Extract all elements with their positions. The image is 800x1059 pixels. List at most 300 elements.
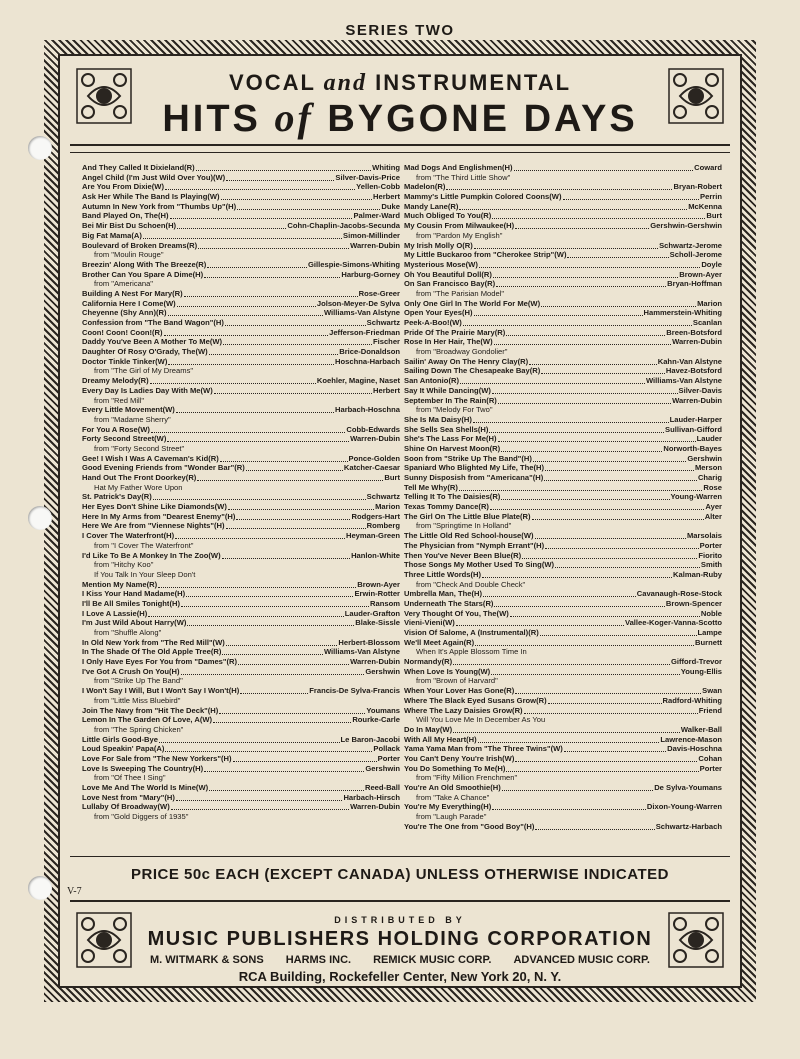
list-item bbox=[82, 260, 400, 270]
leader-dots bbox=[532, 512, 704, 520]
list-item bbox=[404, 463, 722, 473]
list-item bbox=[82, 173, 400, 183]
leader-dots bbox=[209, 783, 364, 791]
publisher-key: (R) bbox=[480, 211, 492, 221]
song-title: Rose In Her Hair, The bbox=[404, 337, 481, 347]
song-title: Here We Are from "Viennese Nights" bbox=[82, 521, 214, 531]
writer-credit: Fiorito bbox=[698, 550, 722, 560]
song-title: I'll Be All Smiles Tonight bbox=[82, 598, 170, 608]
show-note: from "Broadway Gondolier" bbox=[416, 347, 508, 357]
writer-credit: Ayer bbox=[705, 502, 722, 512]
writer-credit: Lauder bbox=[696, 434, 722, 444]
publisher-key: (H) bbox=[169, 598, 181, 608]
list-item bbox=[404, 386, 722, 396]
song-title: Open Your Eyes bbox=[404, 308, 462, 318]
list-item bbox=[82, 241, 400, 251]
song-title: Daughter Of Rosy O'Grady, The bbox=[82, 347, 196, 357]
list-item bbox=[404, 764, 722, 774]
show-note: When It's Apple Blossom Time In bbox=[416, 647, 527, 657]
leader-dots bbox=[151, 425, 345, 433]
song-title: Here In My Arms from "Dearest Enemy" bbox=[82, 511, 225, 521]
publisher-key: (W) bbox=[212, 172, 226, 182]
leader-dots bbox=[171, 802, 349, 810]
show-note: If You Talk In Your Sleep Don't bbox=[94, 569, 196, 579]
list-item bbox=[82, 657, 400, 667]
writer-credit: Young-Ellis bbox=[680, 666, 722, 676]
writer-credit: Hoschna-Harbach bbox=[335, 356, 400, 366]
publisher-key: (W) bbox=[439, 724, 453, 734]
publisher-key: (R) bbox=[195, 259, 207, 269]
leader-dots bbox=[223, 337, 372, 345]
song-title: She Sells Sea Shells bbox=[404, 424, 478, 434]
publisher-key: (R) bbox=[185, 473, 197, 482]
writer-credit: Gershwin bbox=[365, 763, 400, 773]
writer-credit: Silver-Davis-Price bbox=[335, 172, 400, 182]
song-title: Pride Of The Prairie Mary bbox=[404, 327, 495, 337]
publisher-key: (H) bbox=[192, 763, 204, 773]
song-title: Love Is Sweeping The Country bbox=[82, 763, 193, 773]
leader-dots bbox=[177, 221, 286, 229]
list-item bbox=[82, 308, 400, 318]
leader-dots bbox=[222, 647, 323, 655]
list-item bbox=[404, 415, 722, 425]
list-item bbox=[82, 521, 400, 531]
list-item bbox=[82, 182, 400, 192]
leader-dots bbox=[502, 783, 653, 791]
song-title: Peek-A-Boo! bbox=[404, 318, 450, 327]
song-title: Autumn In New York from "Thumbs Up" bbox=[82, 201, 226, 211]
leader-dots bbox=[226, 521, 366, 529]
leader-dots bbox=[555, 560, 700, 568]
leader-dots bbox=[226, 638, 338, 646]
publisher-key: (W) bbox=[195, 347, 208, 357]
song-title: And They Called It Dixieland bbox=[82, 163, 185, 172]
writer-credit: Schwartz bbox=[366, 318, 400, 327]
list-item bbox=[82, 211, 400, 221]
writer-credit: Young-Warren bbox=[670, 492, 722, 502]
song-title: Then You've Never Been Blue bbox=[404, 550, 511, 560]
leader-dots bbox=[514, 163, 694, 171]
list-item bbox=[404, 725, 722, 735]
address: RCA Building, Rockefeller Center, New York 20, N. Y. bbox=[238, 969, 562, 984]
writer-credit: Williams-Van Alstyne bbox=[323, 647, 400, 657]
list-item bbox=[82, 754, 400, 764]
writer-credit: Marsolais bbox=[686, 531, 722, 541]
publisher-key: (A) bbox=[153, 744, 165, 754]
footer-rule bbox=[70, 856, 730, 857]
leader-dots bbox=[176, 793, 343, 801]
writer-credit: Gershwin-Gershwin bbox=[650, 221, 722, 231]
publisher-key: (A) bbox=[131, 230, 142, 240]
song-column-left bbox=[82, 163, 400, 822]
leader-dots bbox=[515, 754, 697, 762]
list-item bbox=[82, 231, 400, 241]
leader-dots bbox=[233, 754, 377, 762]
song-title: Doctor Tinkle Tinker bbox=[82, 356, 156, 366]
song-title: On San Francisco Bay bbox=[404, 279, 485, 289]
leader-dots bbox=[170, 211, 353, 219]
show-note: from "Red Mill" bbox=[94, 395, 145, 405]
publisher-key: (W) bbox=[154, 434, 167, 444]
list-item bbox=[404, 376, 722, 386]
list-item bbox=[82, 473, 400, 483]
publisher-key: (W) bbox=[442, 618, 455, 628]
song-title: Lemon In The Garden Of Love, A bbox=[82, 715, 200, 725]
publisher-key: (R) bbox=[448, 376, 459, 386]
publisher-key: (W) bbox=[527, 298, 541, 308]
writer-credit: Sullivan-Gifford bbox=[665, 424, 722, 434]
leader-dots bbox=[165, 182, 355, 190]
leader-dots bbox=[501, 492, 669, 500]
publisher-key: (H) bbox=[490, 783, 501, 792]
list-item bbox=[82, 192, 400, 202]
writer-credit: Kahn-Van Alstyne bbox=[657, 356, 722, 366]
song-title: I Love A Lassie bbox=[82, 608, 137, 618]
punch-hole bbox=[28, 876, 52, 900]
writer-credit: Warren-Dubin bbox=[672, 337, 722, 347]
publisher-key: (H) bbox=[461, 308, 473, 318]
publisher-key: (W) bbox=[465, 259, 478, 269]
song-title: Breezin' Along With The Breeze bbox=[82, 259, 196, 269]
song-title: I'd Like To Be A Monkey In The Zoo bbox=[82, 550, 209, 560]
writer-credit: Katcher-Caesar bbox=[343, 463, 400, 473]
list-item bbox=[404, 270, 722, 280]
song-title: Say It While Dancing bbox=[404, 385, 479, 395]
song-title: California Here I Come bbox=[82, 298, 164, 308]
leader-dots bbox=[159, 735, 340, 743]
leader-dots bbox=[563, 192, 700, 200]
leader-dots bbox=[548, 696, 662, 704]
header-rule bbox=[70, 144, 730, 146]
list-item bbox=[404, 250, 722, 260]
list-item bbox=[404, 473, 722, 483]
list-item bbox=[404, 425, 722, 435]
show-note: from "Little Miss Bluebird" bbox=[94, 695, 181, 705]
writer-credit: Noble bbox=[700, 608, 722, 618]
writer-credit: Porter bbox=[699, 540, 722, 550]
song-title: Texas Tommy Dance bbox=[404, 502, 479, 512]
heading-subtitle-and: and bbox=[323, 70, 368, 96]
publisher-key: (R) bbox=[141, 492, 152, 502]
writer-credit: Hammerstein-Whiting bbox=[643, 308, 722, 318]
publisher-key: (H) bbox=[169, 666, 180, 676]
publisher-key: (H) bbox=[471, 589, 483, 599]
writer-credit: Rodgers-Hart bbox=[351, 511, 400, 521]
song-title: San Antonio bbox=[404, 376, 449, 386]
writer-credit: Dixon-Young-Warren bbox=[646, 802, 722, 812]
publisher-key: (W) bbox=[174, 618, 187, 628]
leader-dots bbox=[492, 211, 705, 219]
publisher-key: (W) bbox=[151, 182, 165, 192]
song-title: Sailing Down The Chesapeake Bay bbox=[404, 366, 530, 376]
list-item bbox=[82, 735, 400, 745]
show-note: from "Hitchy Koo" bbox=[94, 560, 154, 570]
song-title: When Love Is Young bbox=[404, 666, 478, 676]
leader-dots bbox=[474, 308, 643, 316]
list-item bbox=[404, 822, 722, 832]
writer-credit: Smith bbox=[700, 560, 722, 570]
song-title: Those Songs My Mother Used To Sing bbox=[404, 560, 542, 570]
list-item bbox=[82, 463, 400, 473]
list-item bbox=[82, 386, 400, 396]
leader-dots bbox=[164, 328, 329, 336]
song-title: Join The Navy from "Hit The Deck" bbox=[82, 705, 208, 715]
show-note: from "The Girl of My Dreams" bbox=[94, 366, 194, 376]
writer-credit: Francis-De Sylva-Francis bbox=[309, 686, 400, 696]
song-title: The Physician from "Nymph Errant" bbox=[404, 540, 534, 550]
list-item bbox=[404, 241, 722, 251]
song-title: Only One Girl In The World For Me bbox=[404, 298, 528, 308]
song-title: Forty Second Street bbox=[82, 434, 155, 444]
leader-dots bbox=[150, 376, 316, 384]
leader-dots bbox=[473, 415, 669, 423]
writer-credit: Perrin bbox=[700, 192, 722, 202]
writer-credit: Schwartz-Harbach bbox=[655, 821, 722, 831]
writer-credit: Yellen-Cobb bbox=[356, 182, 400, 192]
song-title: With All My Heart bbox=[404, 734, 467, 744]
leader-dots bbox=[459, 483, 703, 491]
writer-credit: Brice-Donaldson bbox=[339, 347, 400, 357]
writer-credit: Whiting bbox=[372, 163, 400, 172]
leader-dots bbox=[483, 589, 636, 597]
leader-dots bbox=[219, 706, 365, 714]
leader-dots bbox=[220, 454, 348, 462]
publisher-key: (H) bbox=[486, 434, 497, 444]
publisher-key: (R) bbox=[434, 182, 446, 192]
song-title: Angel Child (I'm Just Wild Over You) bbox=[82, 172, 213, 182]
list-item bbox=[404, 686, 722, 696]
writer-credit: Rose bbox=[703, 482, 722, 492]
writer-credit: Porter bbox=[699, 763, 722, 773]
song-title: The Little Old Red School-house bbox=[404, 531, 522, 541]
list-item bbox=[82, 502, 400, 512]
publisher-key: (H) bbox=[174, 589, 186, 599]
leader-dots bbox=[148, 609, 343, 617]
list-item bbox=[82, 405, 400, 415]
list-item bbox=[404, 492, 722, 502]
song-title: Do In May bbox=[404, 724, 440, 734]
list-item bbox=[404, 211, 722, 221]
list-item bbox=[404, 328, 722, 338]
catalog-code: V-7 bbox=[67, 886, 82, 897]
publisher-key: (W) bbox=[200, 385, 213, 395]
song-title: Yama Yama Man from "The Three Twins" bbox=[404, 744, 551, 754]
show-note: from "Forty Second Street" bbox=[94, 443, 185, 453]
list-item bbox=[404, 735, 722, 745]
list-item bbox=[82, 357, 400, 367]
song-title: Brother Can You Spare A Dime bbox=[82, 269, 193, 279]
leader-dots bbox=[213, 715, 351, 723]
publisher-key: (R) bbox=[484, 279, 496, 289]
writer-credit: Walker-Ball bbox=[680, 724, 722, 734]
song-title: Confession from "The Band Wagon" bbox=[82, 318, 214, 327]
publisher-key: (R) bbox=[489, 443, 501, 453]
show-note: from "Strike Up The Band" bbox=[94, 676, 183, 686]
leader-dots bbox=[176, 405, 334, 413]
list-item bbox=[82, 454, 400, 464]
song-title: Big Fat Mama bbox=[82, 230, 132, 240]
list-item bbox=[82, 599, 400, 609]
leader-dots bbox=[226, 173, 334, 181]
list-item bbox=[404, 502, 722, 512]
publisher-key: (W) bbox=[162, 405, 175, 415]
publisher-key: (R) bbox=[152, 327, 163, 337]
song-title: In Old New York from "The Red Mill" bbox=[82, 637, 213, 647]
list-item bbox=[82, 492, 400, 502]
writer-credit: Marion bbox=[375, 502, 400, 512]
publisher-key: (W) bbox=[157, 802, 170, 812]
writer-credit: Radford-Whiting bbox=[662, 695, 722, 705]
publisher-name: REMICK MUSIC CORP. bbox=[373, 954, 492, 966]
punch-hole bbox=[28, 136, 52, 160]
list-item bbox=[82, 706, 400, 716]
leader-dots bbox=[475, 638, 694, 646]
song-title: Mammy's Little Pumpkin Colored Coons bbox=[404, 192, 550, 202]
leader-dots bbox=[544, 473, 697, 481]
writer-credit: Pollack bbox=[373, 744, 400, 754]
publisher-key: (R) bbox=[447, 201, 459, 211]
writer-credit: Hanlon-White bbox=[351, 550, 400, 560]
list-item bbox=[404, 589, 722, 599]
list-item bbox=[82, 318, 400, 328]
publisher-key: (W) bbox=[207, 192, 220, 202]
leader-dots bbox=[198, 241, 349, 249]
writer-credit: Warren-Dubin bbox=[350, 657, 400, 667]
leader-dots bbox=[515, 686, 701, 694]
list-item bbox=[82, 202, 400, 212]
writer-credit: Gershwin bbox=[687, 453, 722, 463]
leader-dots bbox=[482, 570, 672, 578]
writer-credit: Gillespie-Simons-Whiting bbox=[308, 259, 400, 269]
publisher-key: (W) bbox=[549, 192, 562, 202]
list-item bbox=[404, 754, 722, 764]
song-title: My Cousin From Milwaukee bbox=[404, 221, 504, 231]
writer-credit: Ponce-Golden bbox=[348, 453, 400, 463]
song-title: My Little Buckaroo from "Cherokee Strip" bbox=[404, 250, 555, 260]
leader-dots bbox=[186, 589, 353, 597]
price-note: PRICE 50c EACH (EXCEPT CANADA) UNLESS OTHERWISE INDICATED bbox=[130, 866, 669, 883]
publisher-key: (H) bbox=[461, 414, 472, 424]
publisher-key: (R) bbox=[172, 288, 183, 298]
publisher-key: (W) bbox=[478, 385, 491, 395]
page-title-part: BYGONE DAYS bbox=[313, 98, 638, 140]
song-title: Boulevard of Broken Dreams bbox=[82, 240, 187, 250]
leader-dots bbox=[197, 473, 383, 481]
writer-credit: Cohan bbox=[698, 753, 722, 763]
song-title: Love Me And The World Is Mine bbox=[82, 783, 196, 792]
song-title: Mention My Name bbox=[82, 579, 147, 589]
song-title: I'm Just Wild About Harry bbox=[82, 618, 175, 628]
song-title: I Only Have Eyes For You from "Dames" bbox=[82, 657, 227, 667]
list-item bbox=[404, 541, 722, 551]
show-note: from "I Cover The Waterfront" bbox=[94, 540, 194, 550]
publisher-key: (H) bbox=[136, 608, 148, 618]
leader-dots bbox=[228, 502, 374, 510]
leader-dots bbox=[524, 706, 698, 714]
publisher-key: (W) bbox=[209, 337, 223, 347]
writer-credit: Lampe bbox=[697, 628, 722, 637]
publisher-key: (H) bbox=[165, 221, 177, 231]
publisher-key: (R) bbox=[494, 327, 506, 337]
writer-credit: Breen-Botsford bbox=[666, 327, 722, 337]
writer-credit: Havez-Botsford bbox=[665, 366, 722, 376]
publisher-key: (R) bbox=[447, 482, 458, 492]
leader-dots bbox=[177, 299, 316, 307]
song-title: St. Patrick's Day bbox=[82, 492, 142, 502]
publisher-key: (H) bbox=[502, 163, 513, 172]
list-item bbox=[404, 308, 722, 318]
writer-credit: Bryan-Hoffman bbox=[667, 279, 722, 289]
song-title: Madelon bbox=[404, 182, 435, 192]
leader-dots bbox=[535, 531, 686, 539]
list-item bbox=[82, 289, 400, 299]
song-title: You're An Old Smoothie bbox=[404, 783, 491, 792]
list-item bbox=[82, 551, 400, 561]
list-item bbox=[82, 783, 400, 793]
writer-credit: Scholl-Jerome bbox=[669, 250, 722, 260]
list-item bbox=[404, 318, 722, 328]
leader-dots bbox=[240, 686, 308, 694]
list-item bbox=[82, 647, 400, 657]
list-item bbox=[404, 628, 722, 638]
writer-credit: Rourke-Carle bbox=[352, 715, 400, 725]
publisher-key: (H) bbox=[207, 705, 219, 715]
writer-credit: Warren-Dubin bbox=[350, 802, 400, 812]
song-title: September In The Rain bbox=[404, 395, 487, 405]
song-title: You Do Something To Me bbox=[404, 763, 495, 773]
list-item bbox=[404, 570, 722, 580]
punch-hole bbox=[28, 506, 52, 530]
writer-credit: Davis-Hoschna bbox=[667, 744, 722, 754]
leader-dots bbox=[494, 337, 671, 345]
show-note: Will You Love Me In December As You bbox=[416, 715, 546, 725]
leader-dots bbox=[196, 163, 371, 171]
leader-dots bbox=[541, 299, 696, 307]
publisher-key: (R) bbox=[210, 647, 222, 657]
show-note: from "The Spring Chicken" bbox=[94, 724, 184, 734]
publisher-key: (R) bbox=[517, 356, 529, 366]
list-item bbox=[404, 638, 722, 648]
leader-dots bbox=[446, 182, 672, 190]
leader-dots bbox=[214, 386, 372, 394]
list-item bbox=[404, 221, 722, 231]
publisher-key: (R) bbox=[510, 550, 522, 560]
publisher-key: (H) bbox=[533, 463, 545, 473]
song-title: Tell Me Why bbox=[404, 482, 448, 492]
leader-dots bbox=[175, 531, 345, 539]
publisher-key: (R) bbox=[478, 502, 489, 512]
list-item bbox=[404, 531, 722, 541]
publisher-key: (H) bbox=[213, 318, 224, 327]
series-label: SERIES TWO bbox=[345, 22, 455, 39]
song-title: Normandy bbox=[404, 657, 442, 667]
writer-credit: Norworth-Bayes bbox=[663, 443, 722, 453]
show-note: from "Moulin Rouge" bbox=[94, 250, 164, 260]
publisher-key: (H) bbox=[157, 211, 169, 221]
list-item bbox=[404, 202, 722, 212]
list-item bbox=[404, 192, 722, 202]
song-title: Oh You Beautiful Doll bbox=[404, 269, 482, 279]
list-item bbox=[404, 706, 722, 716]
show-note: from "The Parisian Model" bbox=[416, 288, 505, 298]
publisher-key: (H) bbox=[221, 753, 232, 763]
leader-dots bbox=[143, 231, 342, 239]
publisher-key: (W) bbox=[554, 250, 567, 260]
leader-dots bbox=[158, 580, 356, 588]
publisher-key: (H) bbox=[470, 569, 482, 579]
song-title: Ask Her While The Band Is Playing bbox=[82, 192, 208, 202]
corporation-name: MUSIC PUBLISHERS HOLDING CORPORATION bbox=[147, 928, 653, 950]
